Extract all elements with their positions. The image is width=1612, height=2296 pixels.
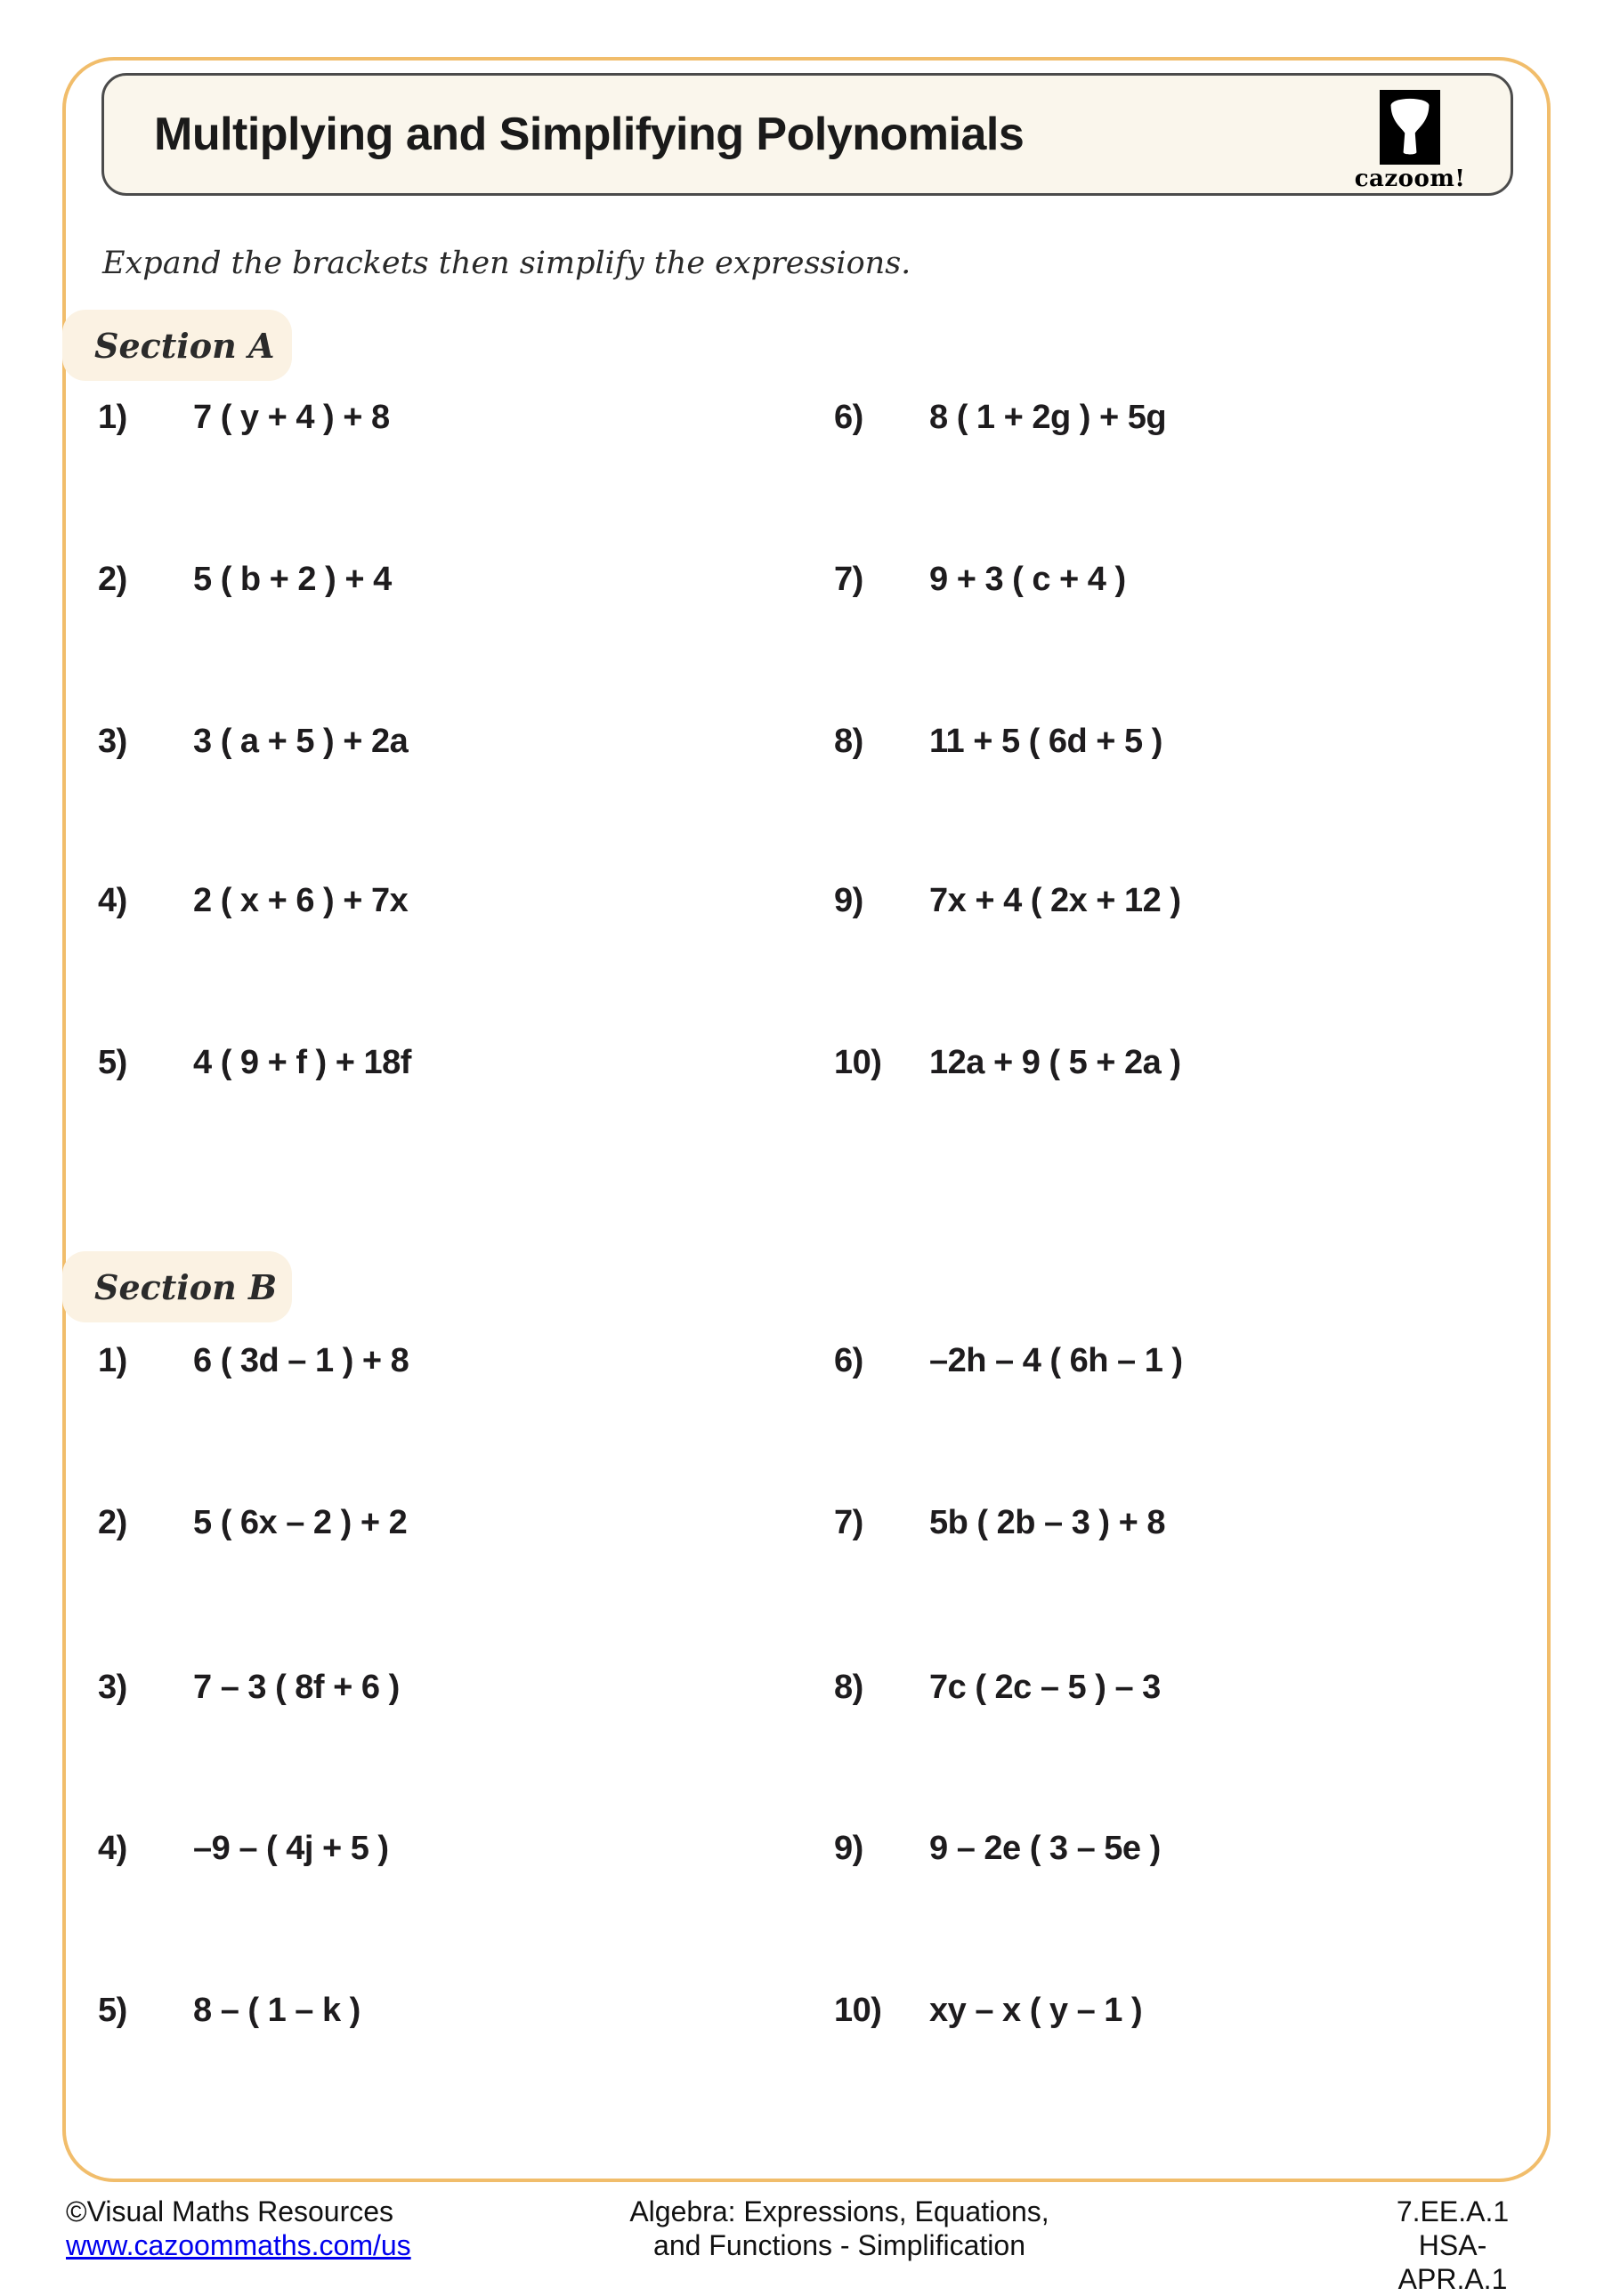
problem-number: 9) xyxy=(834,1830,863,1867)
footer-copyright-block xyxy=(66,2195,411,2262)
problem-expression: 7x + 4 ( 2x + 12 ) xyxy=(929,882,1181,919)
problem-a3 xyxy=(98,723,408,761)
footer-topic-block xyxy=(629,2195,1049,2262)
problem-number: 2) xyxy=(98,561,127,598)
problem-expression: 5b ( 2b – 3 ) + 8 xyxy=(929,1504,1165,1541)
page-title: Multiplying and Simplifying Polynomials xyxy=(154,109,1025,160)
worksheet-instruction: Expand the brackets then simplify the expressions. xyxy=(102,246,911,281)
problem-expression: –9 – ( 4j + 5 ) xyxy=(193,1830,389,1867)
problem-a2 xyxy=(98,561,392,599)
problem-expression: 12a + 9 ( 5 + 2a ) xyxy=(929,1044,1181,1081)
problem-expression: 9 + 3 ( c + 4 ) xyxy=(929,561,1126,598)
problem-number: 2) xyxy=(98,1504,127,1541)
problem-expression: 9 – 2e ( 3 – 5e ) xyxy=(929,1830,1161,1867)
section-a-header xyxy=(62,310,292,381)
problem-number: 8) xyxy=(834,723,863,760)
problem-number: 3) xyxy=(98,723,127,760)
problem-expression: 8 – ( 1 – k ) xyxy=(193,1992,360,2029)
problem-number: 4) xyxy=(98,1830,127,1867)
problem-number: 7) xyxy=(834,1504,863,1541)
problem-a6 xyxy=(834,399,1166,437)
problem-b4 xyxy=(98,1830,389,1868)
worksheet-header xyxy=(101,73,1513,196)
topic-line-2: and Functions - Simplification xyxy=(653,2229,1025,2261)
problem-number: 10) xyxy=(834,1044,882,1081)
problem-b10 xyxy=(834,1992,1142,2030)
problem-number: 9) xyxy=(834,882,863,919)
problem-number: 5) xyxy=(98,1992,127,2029)
problem-a8 xyxy=(834,723,1162,761)
cazoom-drum-icon xyxy=(1380,90,1440,165)
problem-a9 xyxy=(834,882,1181,920)
problem-expression: 6 ( 3d – 1 ) + 8 xyxy=(193,1342,409,1379)
problem-number: 7) xyxy=(834,561,863,598)
problem-b6 xyxy=(834,1342,1183,1380)
problem-b5 xyxy=(98,1992,360,2030)
section-b-header xyxy=(62,1251,292,1322)
problem-number: 3) xyxy=(98,1669,127,1706)
problem-number: 8) xyxy=(834,1669,863,1706)
problem-expression: 5 ( b + 2 ) + 4 xyxy=(193,561,392,598)
problem-b3 xyxy=(98,1669,400,1707)
problem-number: 4) xyxy=(98,882,127,919)
footer-standards-block xyxy=(1373,2195,1533,2296)
problem-b7 xyxy=(834,1504,1165,1542)
problem-expression: 2 ( x + 6 ) + 7x xyxy=(193,882,409,919)
problem-expression: 7c ( 2c – 5 ) – 3 xyxy=(929,1669,1161,1706)
problem-a4 xyxy=(98,882,408,920)
topic-line-1: Algebra: Expressions, Equations, xyxy=(629,2195,1049,2227)
problem-a7 xyxy=(834,561,1126,599)
standard-code-2: HSA-APR.A.1 xyxy=(1397,2229,1508,2295)
problem-b2 xyxy=(98,1504,407,1542)
problem-b8 xyxy=(834,1669,1161,1707)
problem-expression: 7 – 3 ( 8f + 6 ) xyxy=(193,1669,400,1706)
problem-expression: 3 ( a + 5 ) + 2a xyxy=(193,723,409,760)
problem-number: 5) xyxy=(98,1044,127,1081)
problem-expression: 11 + 5 ( 6d + 5 ) xyxy=(929,723,1162,760)
problem-number: 1) xyxy=(98,1342,127,1379)
problem-number: 6) xyxy=(834,1342,863,1379)
problem-expression: 8 ( 1 + 2g ) + 5g xyxy=(929,399,1167,436)
copyright-text: ©Visual Maths Resources xyxy=(66,2195,394,2227)
cazoom-logo xyxy=(1343,90,1477,192)
section-a-label-text: Section A xyxy=(94,325,275,366)
problem-number: 1) xyxy=(98,399,127,436)
standard-code-1: 7.EE.A.1 xyxy=(1396,2195,1510,2227)
section-b-label-text: Section B xyxy=(94,1266,278,1307)
problem-expression: –2h – 4 ( 6h – 1 ) xyxy=(929,1342,1183,1379)
cazoom-logo-text: cazoom! xyxy=(1354,166,1466,192)
problem-a10 xyxy=(834,1044,1181,1082)
problem-expression: 7 ( y + 4 ) + 8 xyxy=(193,399,390,436)
problem-number: 10) xyxy=(834,1992,882,2029)
problem-b9 xyxy=(834,1830,1161,1868)
cazoom-url-link[interactable]: www.cazoommaths.com/us xyxy=(66,2229,411,2261)
problem-a5 xyxy=(98,1044,411,1082)
problem-number: 6) xyxy=(834,399,863,436)
problem-expression: 5 ( 6x – 2 ) + 2 xyxy=(193,1504,408,1541)
problem-expression: 4 ( 9 + f ) + 18f xyxy=(193,1044,411,1081)
problem-expression: xy – x ( y – 1 ) xyxy=(929,1992,1143,2029)
problem-b1 xyxy=(98,1342,409,1380)
problem-a1 xyxy=(98,399,390,437)
